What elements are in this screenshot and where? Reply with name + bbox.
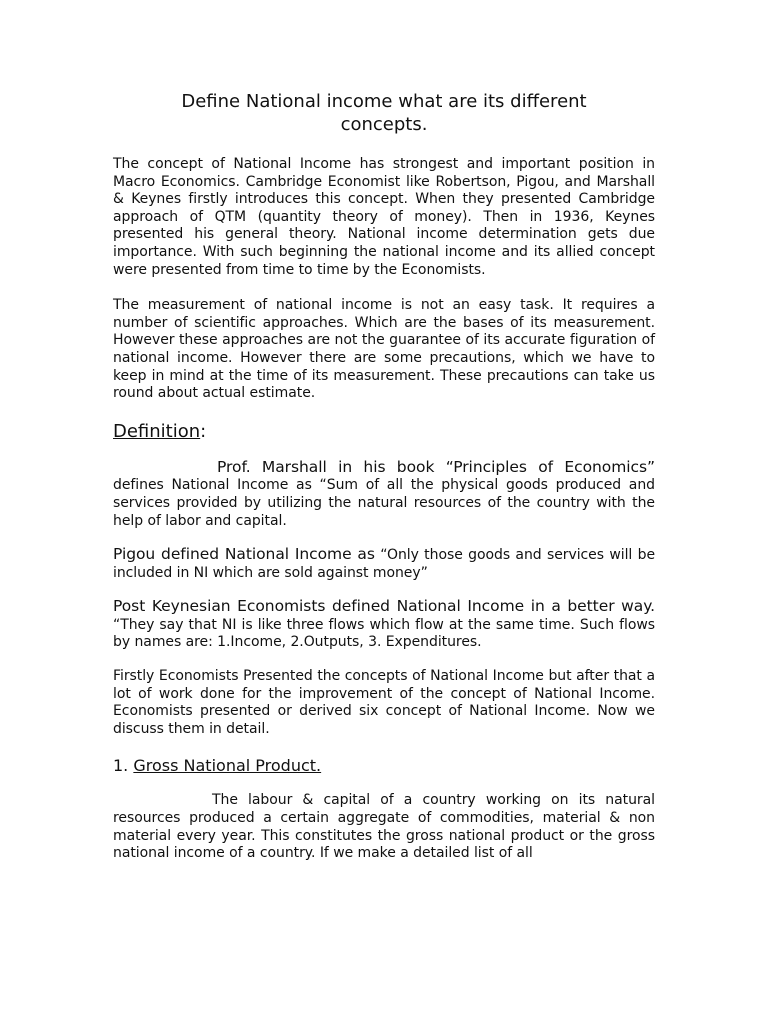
measurement-paragraph: The measurement of national income is not an easy task. It requires a number of scientific approaches. Which are the bases of its measurement. However these approaches are not the guarantee of its accurate figuration of national income. However there are some precautions, which we have to keep in mind at the time of its measurement. These precautions can take us round about actual estimate. bbox=[113, 297, 655, 402]
marshall-rest: defines National Income as “Sum of all the physical goods produced and services provided by utilizing the natural resources of the country with the help of labor and capital. bbox=[113, 477, 655, 529]
pigou-rest: “Only those goods and services will be included in NI which are sold against money” bbox=[113, 547, 656, 581]
pigou-lead: Pigou defined National Income as bbox=[113, 545, 375, 564]
gnp-paragraph-text: The labour & capital of a country working on its natural resources produced a certain aggregate of commodities, material & non material every year. This constitutes the gross national product or the gross national income of a country. If we make a detailed list of all bbox=[113, 792, 655, 862]
marshall-definition bbox=[113, 459, 655, 530]
title-line-2: concepts. bbox=[340, 114, 428, 135]
pigou-definition bbox=[113, 546, 655, 582]
gnp-section-number: 1. bbox=[113, 756, 134, 776]
keynesian-lead: Post Keynesian Economists defined National Income in a better way. bbox=[113, 597, 655, 616]
gnp-paragraph bbox=[113, 792, 655, 862]
keynesian-rest: “They say that NI is like three flows which flow at the same time. Such flows by names are: 1.Income, 2.Outputs, 3. Expenditures. bbox=[113, 616, 655, 651]
keynesian-definition bbox=[113, 598, 655, 652]
title-line-1: Define National income what are its different bbox=[181, 91, 587, 112]
marshall-lead: Prof. Marshall in his book “Principles of Economics” bbox=[217, 457, 655, 476]
document-title bbox=[113, 90, 655, 136]
firstly-paragraph: Firstly Economists Presented the concepts of National Income but after that a lot of work done for the improvement of the concept of National Income. Economists presented or derived six concept of National Income. Now we discuss them in detail. bbox=[113, 668, 655, 737]
definition-heading-colon: : bbox=[200, 420, 207, 442]
definition-heading bbox=[113, 421, 655, 443]
intro-paragraph: The concept of National Income has strongest and important position in Macro Economics. Cambridge Economist like Robertson, Pigou, and Marshall & Keynes firstly introduces this concept. When they presented Cambridge approach of QTM (quantity theory of money). Then in 1936, Keynes presented his general theory. National income determination gets due importance. With such beginning the national income and its allied concept were presented from time to time by the Economists. bbox=[113, 156, 655, 278]
gnp-section-heading bbox=[113, 756, 655, 776]
gnp-section-title: Gross National Product. bbox=[133, 756, 322, 776]
definition-heading-text: Definition bbox=[113, 420, 201, 442]
document-page bbox=[113, 90, 655, 881]
